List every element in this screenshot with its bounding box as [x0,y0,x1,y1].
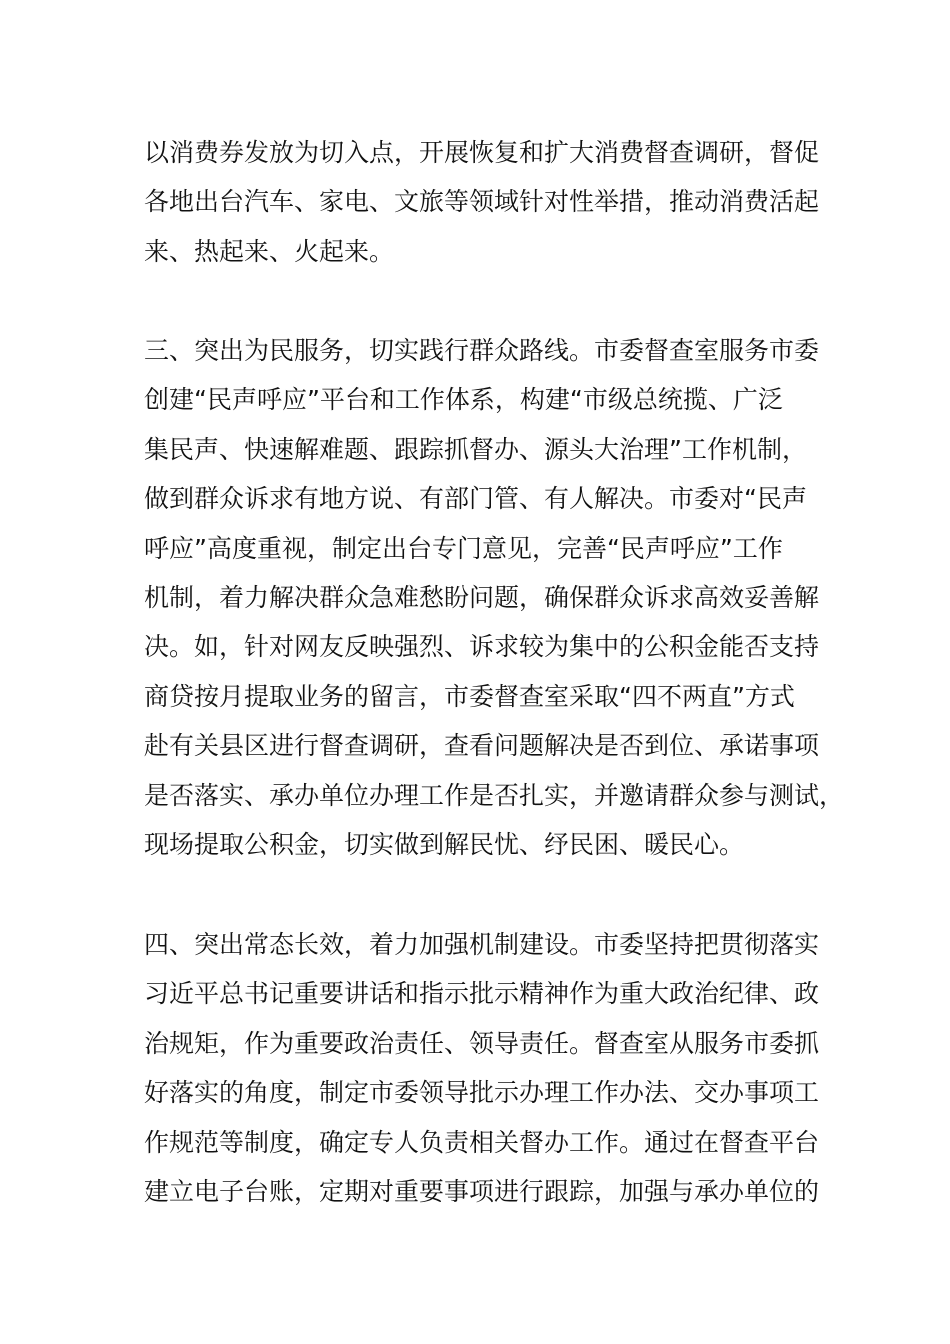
text-line: 作规范等制度，确定专人负责相关督办工作。通过在督查平台 [144,1127,820,1157]
paragraph-section-three [144,326,845,869]
paragraph-consumption-vouchers [144,128,824,276]
text-line: 以消费券发放为切入点，开展恢复和扩大消费督查调研，督促 [144,138,820,167]
text-line: 做到群众诉求有地方说、有部门管、有人解决。市委对“民声 [144,484,807,514]
text-line: 机制，着力解决群众急难愁盼问题，确保群众诉求高效妥善解 [144,582,820,612]
text-line: 建立电子台账，定期对重要事项进行跟踪，加强与承办单位的 [144,1176,820,1206]
paragraph-section-four [144,920,824,1216]
text-line: 三、突出为民服务，切实践行群众路线。市委督查室服务市委 [144,336,820,365]
text-line: 现场提取公积金，切实做到解民忧、纾民困、暖民心。 [144,829,745,859]
text-line: 是否落实、承办单位办理工作是否扎实，并邀请群众参与测试， [144,780,845,810]
text-line: 决。如，针对网友反映强烈、诉求较为集中的公积金能否支持 [144,632,820,662]
text-line: 创建“民声呼应”平台和工作体系，构建“市级总统揽、广泛 [144,385,783,415]
text-line: 来、热起来、火起来。 [144,236,395,266]
text-line: 各地出台汽车、家电、文旅等领域针对性举措，推动消费活起 [144,187,820,217]
text-line: 商贷按月提取业务的留言，市委督查室采取“四不两直”方式 [144,681,795,711]
text-line: 呼应”高度重视，制定出台专门意见，完善“民声呼应”工作 [144,533,783,563]
text-line: 习近平总书记重要讲话和指示批示精神作为重大政治纪律、政 [144,979,820,1009]
text-line: 治规矩，作为重要政治责任、领导责任。督查室从服务市委抓 [144,1028,820,1058]
text-line: 四、突出常态长效，着力加强机制建设。市委坚持把贯彻落实 [144,930,820,959]
text-line: 赴有关县区进行督查调研，查看问题解决是否到位、承诺事项 [144,731,820,761]
text-line: 好落实的角度，制定市委领导批示办理工作办法、交办事项工 [144,1078,820,1108]
text-line: 集民声、快速解难题、跟踪抓督办、源头大治理”工作机制， [144,434,807,464]
